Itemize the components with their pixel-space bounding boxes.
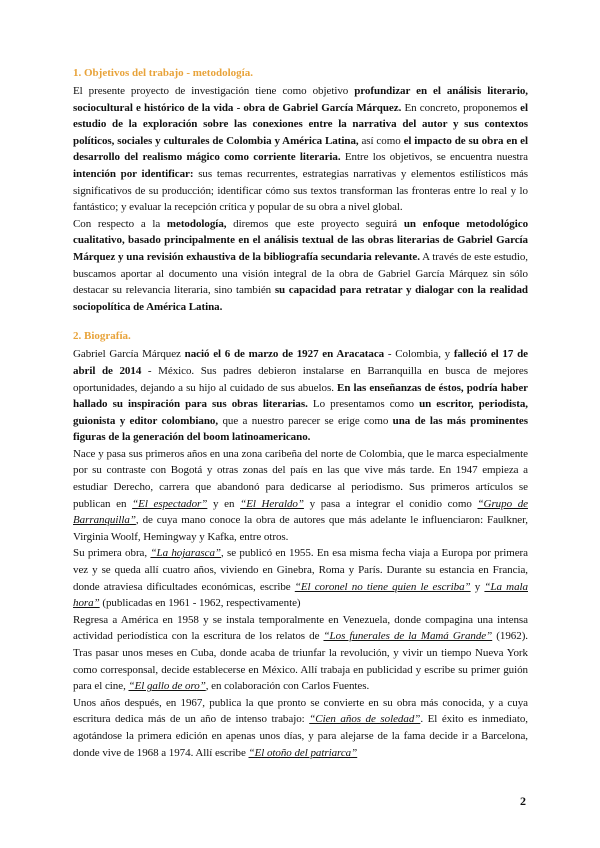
text-run: y en bbox=[207, 497, 241, 510]
work-title: “La mala hora” bbox=[73, 580, 528, 610]
work-title: “Grupo de Barranquilla” bbox=[73, 497, 528, 527]
paragraph bbox=[73, 695, 528, 761]
emphasis-text: metodología, bbox=[166, 217, 227, 230]
text-run: Con respecto a la bbox=[73, 217, 167, 230]
text-run: A través de este estudio, buscamos aportar al documento una visión integral de la obra de Gabriel García Márquez sin sólo destacar su relevancia literaria, sino también bbox=[73, 250, 528, 297]
section-objectives bbox=[73, 66, 528, 315]
work-title: “El espectador” bbox=[132, 497, 208, 510]
text-run: (1962). Tras pasar unos meses en Cuba, donde acaba de triunfar la revolución, y vivir un tiempo Nueva York como corresponsal, decide establecerse en México. Allí trabaja en publicidad y escribe su primer guión para el cine, bbox=[73, 630, 529, 693]
emphasis-text: el impacto de su obra en el desarrollo del realismo mágico como corriente literaria. bbox=[73, 134, 528, 164]
text-run: (publicadas en 1961 - 1962, respectivamente) bbox=[99, 597, 301, 610]
paragraph bbox=[73, 346, 528, 446]
text-run: , de cuya mano conoce la obra de autores que más adelante le influenciaron: Faulkner, Virginia Woolf, Hemingway y Kafka, entre otros. bbox=[73, 514, 528, 543]
paragraph bbox=[73, 216, 528, 316]
emphasis-text: profundizar en el análisis literario, sociocultural e histórico de la vida - obra de Gabriel García Márquez. bbox=[73, 85, 528, 114]
work-title: “Cien años de soledad” bbox=[309, 713, 421, 726]
paragraph bbox=[73, 83, 528, 216]
emphasis-text: En las enseñanzas de éstos, podría haber hallado su inspiración para sus obras literarias. bbox=[73, 381, 528, 411]
section-heading: 1. Objetivos del trabajo - metodología. bbox=[73, 67, 253, 79]
emphasis-text: un enfoque metodológico cualitativo, basado principalmente en el análisis textual de las obras literarias de Gabriel García Márquez y una revisión exhaustiva de la bibliografía secundaria relevante. bbox=[73, 217, 529, 263]
text-run: Su primera obra, bbox=[73, 547, 151, 560]
emphasis-text: una de las más prominentes figuras de la generación del boom latinoamericano. bbox=[73, 414, 528, 444]
text-run: - Colombia, y bbox=[384, 348, 454, 361]
work-title: “Los funerales de la Mamá Grande” bbox=[323, 630, 493, 643]
text-run: , en colaboración con Carlos Fuentes. bbox=[205, 680, 370, 693]
text-run: En concreto, proponemos bbox=[401, 101, 521, 114]
paragraph bbox=[73, 612, 528, 695]
text-run: . El éxito es inmediato, agotándose la primera edición en apenas unos días, y para alejarse de la fama decide ir a Barcelona, donde vive de 1968 a 1974. Allí escribe bbox=[73, 713, 528, 759]
text-run: , se publicó en 1955. En esa misma fecha viaja a Europa por primera vez y se queda allí cuatro años, viviendo en Ginebra, Roma y París. Durante su estancia en Francia, donde atraviesa dificultades económicas, escribe bbox=[73, 547, 528, 593]
emphasis-text: falleció el 17 de abril de 2014 bbox=[73, 348, 528, 377]
work-title: “El Heraldo” bbox=[240, 497, 304, 510]
text-run: así como bbox=[358, 134, 404, 147]
work-title: “El gallo de oro” bbox=[128, 680, 206, 693]
work-title: “El otoño del patriarca” bbox=[248, 746, 358, 759]
paragraph bbox=[73, 545, 528, 611]
paragraph bbox=[73, 446, 528, 546]
emphasis-text: un escritor, periodista, guionista y editor colombiano, bbox=[73, 398, 528, 427]
emphasis-text: su capacidad para retratar y dialogar con la realidad sociopolítica de América Latina. bbox=[73, 284, 528, 313]
section-biography bbox=[73, 329, 528, 761]
work-title: “El coronel no tiene quien le escriba” bbox=[294, 580, 471, 593]
text-run: - México. Sus padres debieron instalarse en Barranquilla en busca de mejores oportunidades, dejando a su hijo al cuidado de sus abuelos. bbox=[73, 364, 529, 394]
emphasis-text: el estudio de la exploración sobre las conexiones entre la narrativa del autor y sus contextos políticos, sociales y culturales de Colombia y América Latina, bbox=[73, 101, 528, 147]
text-run: Lo presentamos como bbox=[307, 398, 420, 411]
text-run: El presente proyecto de investigación tiene como objetivo bbox=[73, 85, 355, 97]
text-run: diremos que este proyecto seguirá bbox=[226, 217, 404, 230]
document-body bbox=[73, 66, 528, 761]
emphasis-text: intención por identificar: bbox=[73, 167, 194, 180]
text-run: que a nuestro parecer se erige como bbox=[218, 414, 393, 427]
text-run: y bbox=[470, 580, 485, 593]
emphasis-text: nació el 6 de marzo de 1927 en Aracataca bbox=[184, 348, 385, 361]
text-run: Gabriel García Márquez bbox=[73, 348, 185, 361]
text-run: Nace y pasa sus primeros años en una zona caribeña del norte de Colombia, que le marca especialmente por su contraste con Bogotá y otras zonas del país en las que vive más tarde. En 1947 empieza a estudiar Derecho, carrera que abandonó para dedicarse al periodismo. Sus primeros artículos se publican en bbox=[73, 447, 528, 510]
text-run: Unos años después, en 1967, publica la que pronto se convierte en su obra más conocida, y a cuya escritura dedica más de un año de intenso trabajo: bbox=[73, 696, 528, 726]
work-title: “La hojarasca” bbox=[150, 547, 221, 560]
text-run: y pasa a integrar el conidio como bbox=[303, 497, 478, 510]
text-run: Regresa a América en 1958 y se instala temporalmente en Venezuela, donde compagina una intensa actividad periodística con la escritura de los relatos de bbox=[73, 613, 528, 643]
text-run: sus temas recurrentes, estrategias narrativas y elementos estilísticos más significativos de su producción; identificar cómo sus textos transforman las fronteras entre lo real y lo fantástico; y evaluar la recepción crítica y popular de su obra a nivel global. bbox=[73, 167, 529, 214]
section-heading: 2. Biografía. bbox=[73, 330, 131, 343]
page-number: 2 bbox=[520, 794, 526, 808]
text-run: Entre los objetivos, se encuentra nuestra bbox=[340, 151, 528, 164]
